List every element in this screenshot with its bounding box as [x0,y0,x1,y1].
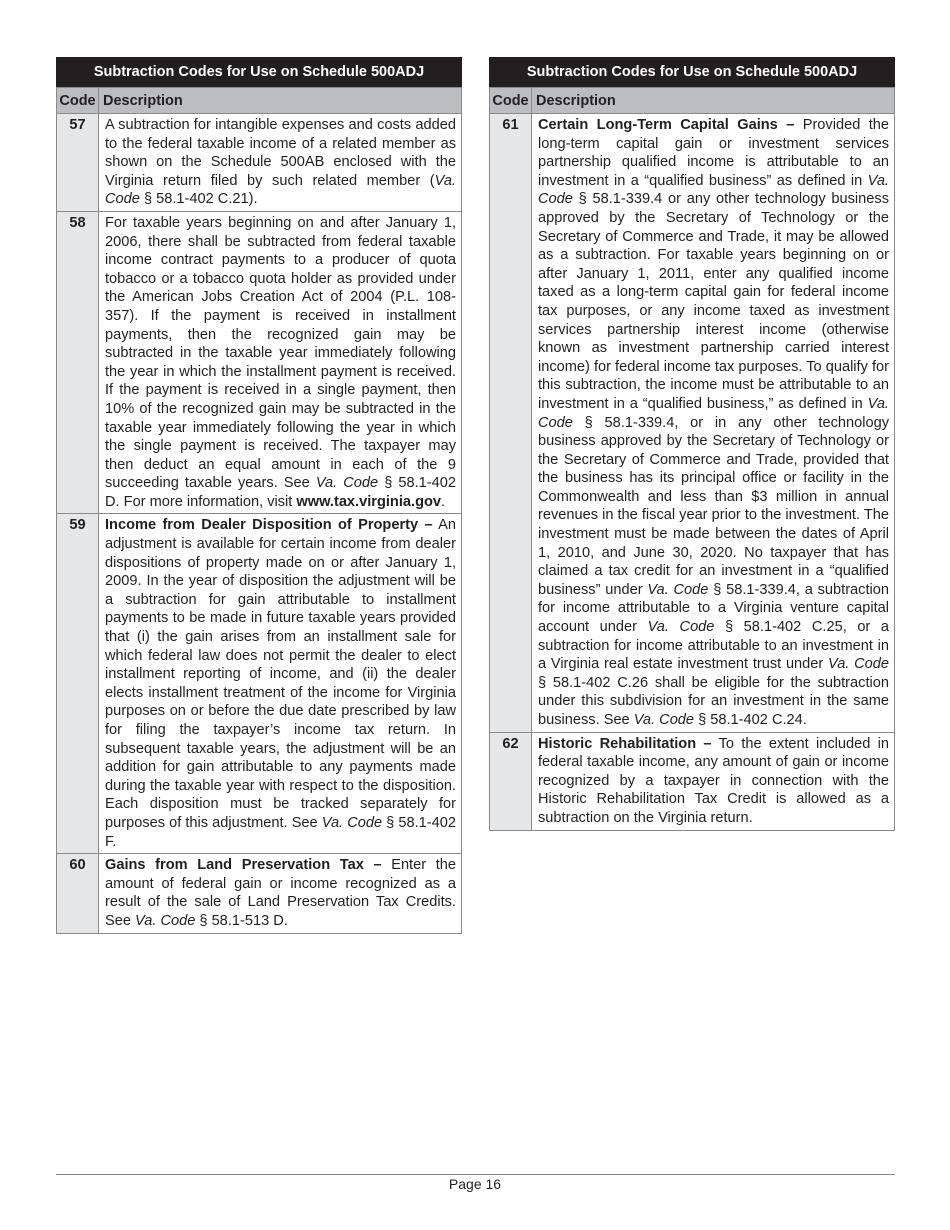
desc-heading: Certain Long-Term Capital Gains – [538,117,795,133]
desc-text: A subtraction for intangible expenses and costs added to the federal taxable income of a related member as shown on the Schedule 500AB enclosed with the Virginia return filed by such related member ( [105,117,456,189]
right-table-panel [489,57,895,831]
desc-text: Enter the amount of federal gain or income recognized as a result of the sale of Land Preservation Tax Credits. See [105,857,456,929]
code-cell: 61 [490,114,532,733]
desc-text: § 58.1-339.4 or any other technology business approved by the Secretary of Technology or the Secretary of Commerce and Trade, it may be allowed as a subtraction. For taxable years beginning on or after January 1, 2011, enter any qualified income taxed as a long-term capital gain for federal income tax purposes, or any income taxed as investment services partnership interest income (otherwise known as investment partnership carried interest income) for federal income tax purposes. To qualify for this subtraction, the income must be attributable to an investment in a “qualified business,” as defined in [538,191,889,412]
desc-code-ref: Va. Code [647,581,709,598]
code-cell: 62 [490,732,532,830]
desc-code-ref: Va. Code [538,395,889,431]
desc-text: § 58.1-339.4, a subtraction for income attributable to a Virginia venture capital account under [538,581,889,636]
desc-code-ref: Va. Code [315,475,379,492]
right-table-title: Subtraction Codes for Use on Schedule 500ADJ [489,57,895,87]
description-column-header: Description [532,88,895,114]
description-cell [99,514,462,854]
desc-text: An adjustment is available for certain income from dealer dispositions of property made on or after January 1, 2009. In the year of disposition the adjustment will be a subtraction for gain attributable to installment payments to be made in future taxable years provided that (i) the gain arises from an installment sale for which federal law does not permit the dealer to elect installment reporting of income, and (ii) the dealer elects installment treatment of the income for Virginia purposes on or before the due date prescribed by law for filing the taxpayer’s income tax return. In subsequent taxable years, the adjustment will be an addition for gain attributable to any payments made during the taxable year with respect to the disposition. Each disposition must be tracked separately for purposes of this adjustment. See [105,517,456,831]
desc-code-ref: Va. Code [321,814,383,831]
table-row-57 [57,114,462,212]
desc-text: Provided the long-term capital gain or investment services partnership qualified income is attributable to an investment in a “qualified business” as defined in [538,117,889,189]
left-table-title: Subtraction Codes for Use on Schedule 500ADJ [56,57,462,87]
table-row-62 [490,732,895,830]
left-codes-table [56,87,462,934]
desc-text: § 58.1-402 C.21). [139,191,258,208]
desc-text: § 58.1-402 C.24. [694,712,807,728]
description-column-header: Description [99,88,462,114]
desc-text: § 58.1-402 C.26 shall be eligible for the subtraction under this subdivision for an investment in the same business. See [538,674,889,728]
desc-code-ref: Va. Code [828,656,889,673]
desc-text: For taxable years beginning on and after January 1, 2006, there shall be subtracted from federal taxable income contract payments to a producer of quota tobacco or a tobacco quota holder as provided under the American Jobs Creation Act of 2004 (P.L. 108-357). If the payment is received in installment payments, then the recognized gain may be subtracted in the taxable year immediately following the year in which the installment payment is received. If the payment is received in a single payment, then 10% of the recognized gain may be subtracted in the taxable year immediately following the year in which the single payment is received. The taxpayer may then deduct an equal amount in each of the 9 succeeding taxable years. See [105,214,456,492]
desc-code-ref: Va. Code [105,172,456,208]
desc-code-ref: Va. Code [647,619,715,636]
code-cell: 58 [57,211,99,514]
table-row-60 [57,854,462,933]
desc-text: § 58.1-513 D. [195,912,288,929]
desc-heading: Historic Rehabilitation – [538,735,712,752]
footer-divider [56,1174,895,1175]
table-header-row [57,88,462,114]
page-number: Page 16 [448,1176,502,1192]
description-cell [99,114,462,212]
code-cell: 60 [57,854,99,933]
desc-text: § 58.1-402 D. For more information, visit [105,475,456,510]
code-column-header: Code [490,88,532,114]
desc-text: § 58.1-402 F. [105,814,456,850]
desc-code-ref: Va. Code [538,172,889,208]
desc-text: § 58.1-339.4, or in any other technology business approved by the Secretary of Technology or the Secretary of Commerce and Trade, provided that the business has its principal office or facility in the Commonwealth and less than $3 million in annual revenues in the fiscal year prior to the investment. The investment must be made between the dates of April 1, 2010, and June 30, 2020. No taxpayer that has claimed a tax credit for an investment in a “qualified business” under [538,414,889,598]
description-cell [532,114,895,733]
code-column-header: Code [57,88,99,114]
left-table-panel [56,57,462,934]
desc-heading: Gains from Land Preservation Tax – [105,857,382,874]
description-cell [99,211,462,514]
table-header-row [490,88,895,114]
table-row-61 [490,114,895,733]
description-cell [532,732,895,830]
desc-text: § 58.1-402 C.25, or a subtraction for income attributable to an investment in a Virginia real estate investment trust under [538,619,889,673]
table-row-59 [57,514,462,854]
desc-text: . [441,493,446,510]
desc-text: To the extent included in federal taxable income, any amount of gain or income recognized by a taxpayer in connection with the Historic Rehabilitation Tax Credit is allowed as a subtraction on the Virginia return. [538,735,890,826]
code-cell: 57 [57,114,99,212]
right-codes-table [489,87,895,831]
desc-heading: Income from Dealer Disposition of Property – [105,517,433,534]
tax-website-link[interactable]: www.tax.virginia.gov [296,493,442,510]
desc-code-ref: Va. Code [633,712,695,728]
desc-code-ref: Va. Code [135,912,196,929]
description-cell [99,854,462,933]
code-cell: 59 [57,514,99,854]
table-row-58 [57,211,462,514]
